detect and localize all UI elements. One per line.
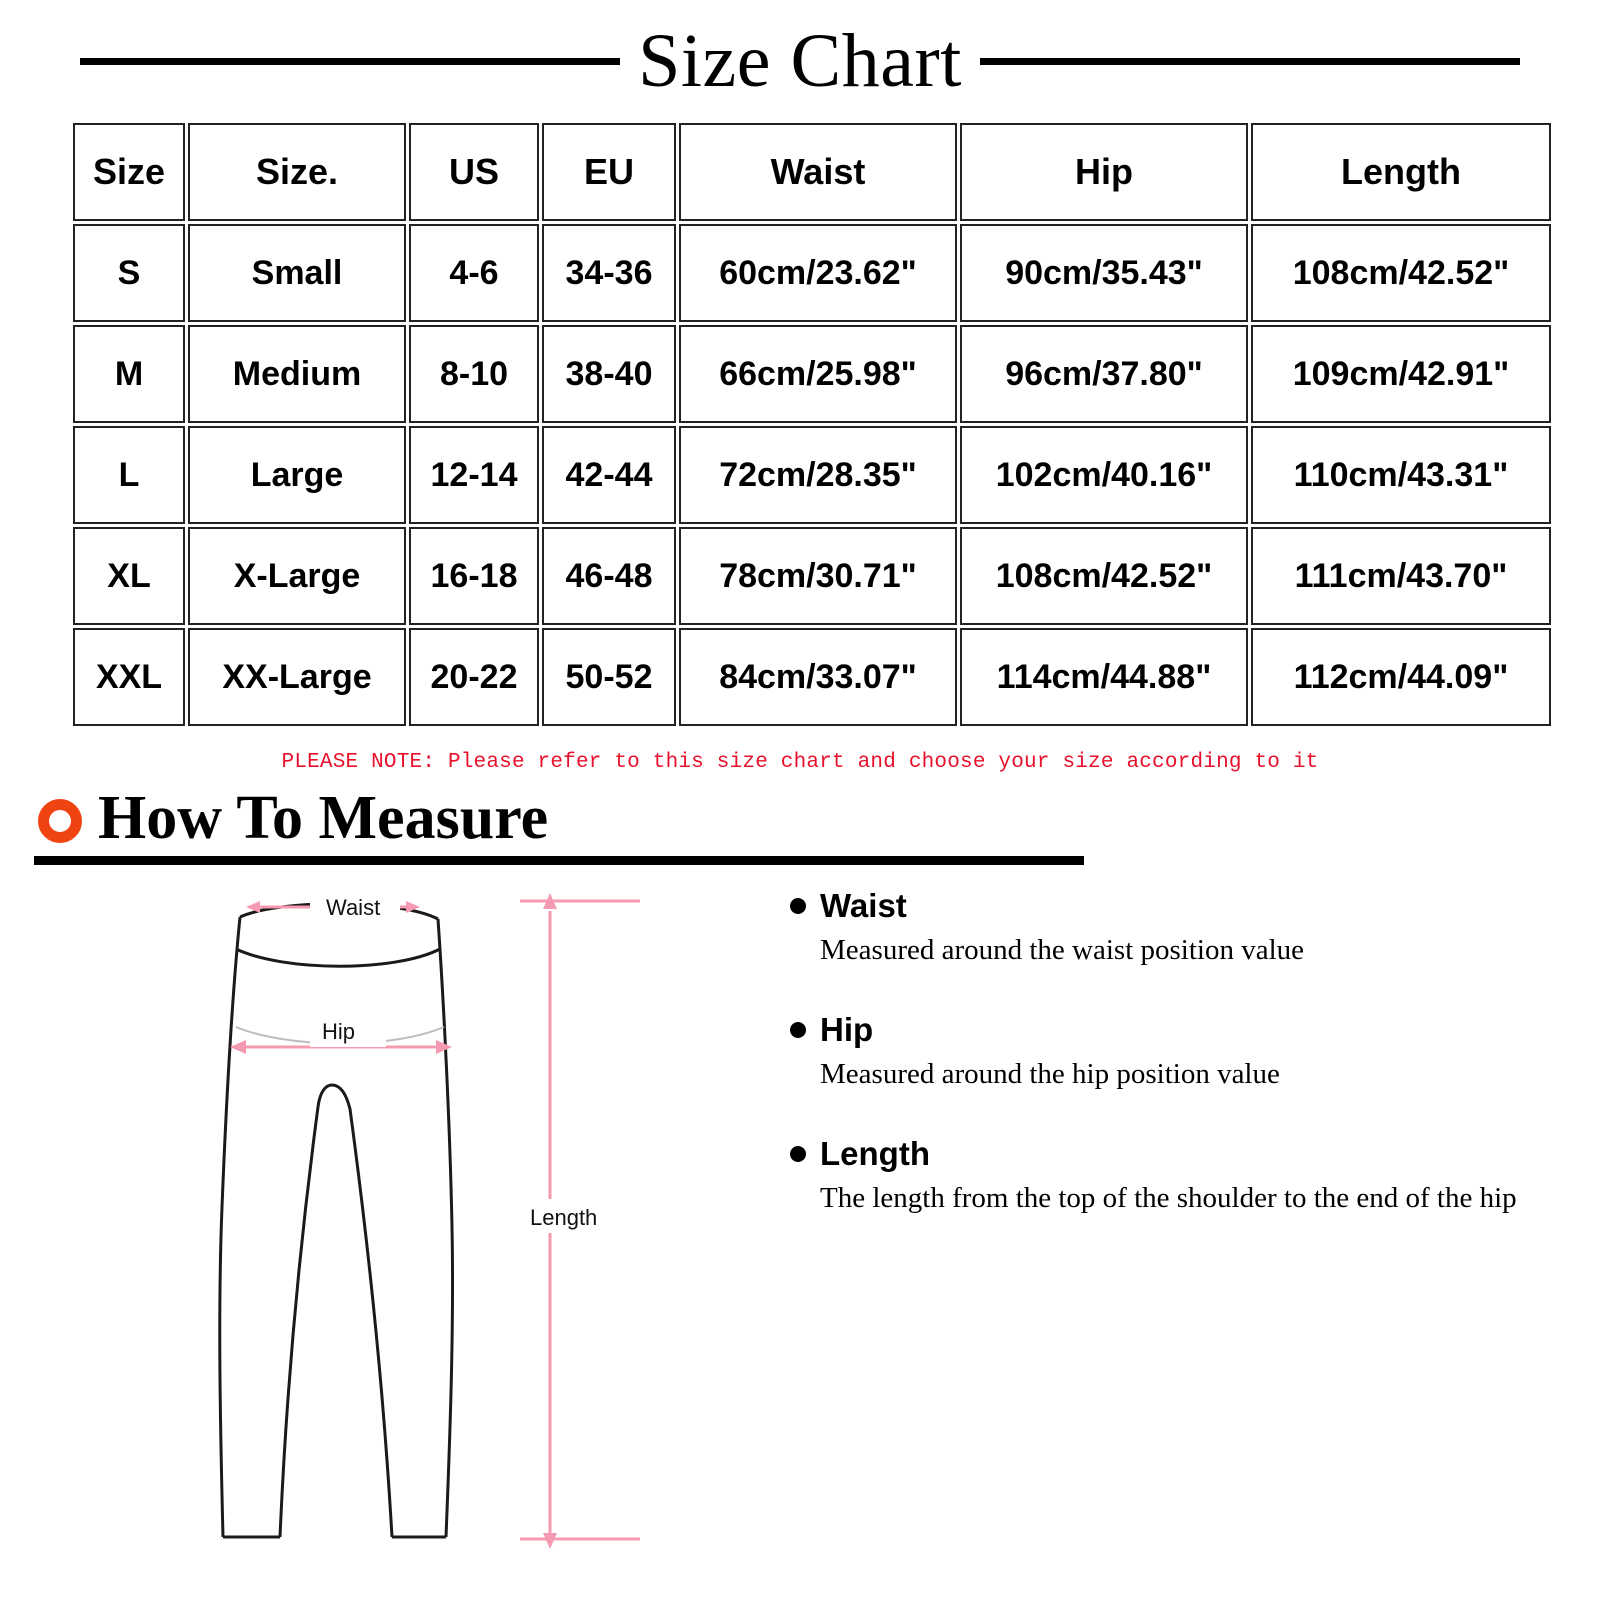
cell-hip: 108cm/42.52" — [960, 527, 1248, 625]
how-to-measure-underline — [34, 856, 1084, 865]
measure-section — [0, 865, 1600, 1537]
cell-size-name: Medium — [188, 325, 406, 423]
cell-eu: 50-52 — [542, 628, 676, 726]
cell-waist: 78cm/30.71" — [679, 527, 957, 625]
cell-hip: 102cm/40.16" — [960, 426, 1248, 524]
cell-size: L — [73, 426, 185, 524]
page-title-row — [0, 0, 1600, 104]
diagram-length-label: Length — [530, 1205, 598, 1230]
pants-diagram-svg — [40, 877, 780, 1557]
cell-size-name: Large — [188, 426, 406, 524]
please-note-text: PLEASE NOTE: Please refer to this size chart and choose your size according to it — [281, 751, 1319, 774]
measure-definitions — [790, 877, 1560, 1537]
cell-length: 108cm/42.52" — [1251, 224, 1551, 322]
cell-us: 16-18 — [409, 527, 539, 625]
table-row — [73, 527, 1551, 625]
definition-waist-description: Measured around the waist position value — [820, 934, 1305, 966]
cell-eu: 34-36 — [542, 224, 676, 322]
cell-waist: 60cm/23.62" — [679, 224, 957, 322]
definition-length — [790, 1135, 1560, 1217]
definition-waist-head — [790, 887, 1560, 925]
title-rule-right — [980, 58, 1520, 65]
definition-hip — [790, 1011, 1560, 1093]
size-table — [70, 120, 1554, 729]
cell-size: M — [73, 325, 185, 423]
diagram-waist-label: Waist — [326, 895, 381, 920]
table-row — [73, 426, 1551, 524]
bullet-dot-icon — [790, 1022, 806, 1038]
cell-size: S — [73, 224, 185, 322]
cell-waist: 84cm/33.07" — [679, 628, 957, 726]
cell-hip: 96cm/37.80" — [960, 325, 1248, 423]
bullet-dot-icon — [790, 898, 806, 914]
column-header-size: Size — [73, 123, 185, 221]
cell-hip: 114cm/44.88" — [960, 628, 1248, 726]
cell-size: XL — [73, 527, 185, 625]
definition-waist-term: Waist — [820, 887, 907, 924]
cell-us: 12-14 — [409, 426, 539, 524]
definition-hip-head — [790, 1011, 1560, 1049]
definition-hip-description: Measured around the hip position value — [820, 1058, 1280, 1090]
definition-hip-term: Hip — [820, 1011, 874, 1048]
cell-size-name: Small — [188, 224, 406, 322]
cell-us: 20-22 — [409, 628, 539, 726]
size-table-wrap — [0, 104, 1600, 729]
table-row — [73, 325, 1551, 423]
column-header-eu: EU — [542, 123, 676, 221]
cell-length: 110cm/43.31" — [1251, 426, 1551, 524]
cell-eu: 42-44 — [542, 426, 676, 524]
cell-us: 8-10 — [409, 325, 539, 423]
definition-length-head — [790, 1135, 1560, 1173]
bullet-dot-icon — [790, 1146, 806, 1162]
definition-length-description: The length from the top of the shoulder to the end of the hip — [820, 1182, 1517, 1214]
cell-length: 111cm/43.70" — [1251, 527, 1551, 625]
table-row — [73, 224, 1551, 322]
column-header-hip: Hip — [960, 123, 1248, 221]
cell-hip: 90cm/35.43" — [960, 224, 1248, 322]
page-title: Size Chart — [638, 19, 962, 103]
cell-waist: 66cm/25.98" — [679, 325, 957, 423]
cell-size-name: X-Large — [188, 527, 406, 625]
cell-length: 112cm/44.09" — [1251, 628, 1551, 726]
cell-eu: 38-40 — [542, 325, 676, 423]
column-header-size-name: Size. — [188, 123, 406, 221]
column-header-waist: Waist — [679, 123, 957, 221]
cell-size: XXL — [73, 628, 185, 726]
table-header-row — [73, 123, 1551, 221]
definition-waist — [790, 887, 1560, 969]
cell-us: 4-6 — [409, 224, 539, 322]
circle-icon — [38, 799, 82, 843]
column-header-length: Length — [1251, 123, 1551, 221]
cell-eu: 46-48 — [542, 527, 676, 625]
cell-size-name: XX-Large — [188, 628, 406, 726]
cell-length: 109cm/42.91" — [1251, 325, 1551, 423]
diagram-hip-label: Hip — [322, 1019, 356, 1044]
definition-length-term: Length — [820, 1135, 930, 1172]
pants-diagram — [40, 877, 780, 1537]
table-row — [73, 628, 1551, 726]
how-to-measure-heading: How To Measure — [98, 784, 549, 852]
column-header-us: US — [409, 123, 539, 221]
title-rule-left — [80, 58, 620, 65]
how-to-measure-heading-row — [0, 774, 1600, 852]
cell-waist: 72cm/28.35" — [679, 426, 957, 524]
